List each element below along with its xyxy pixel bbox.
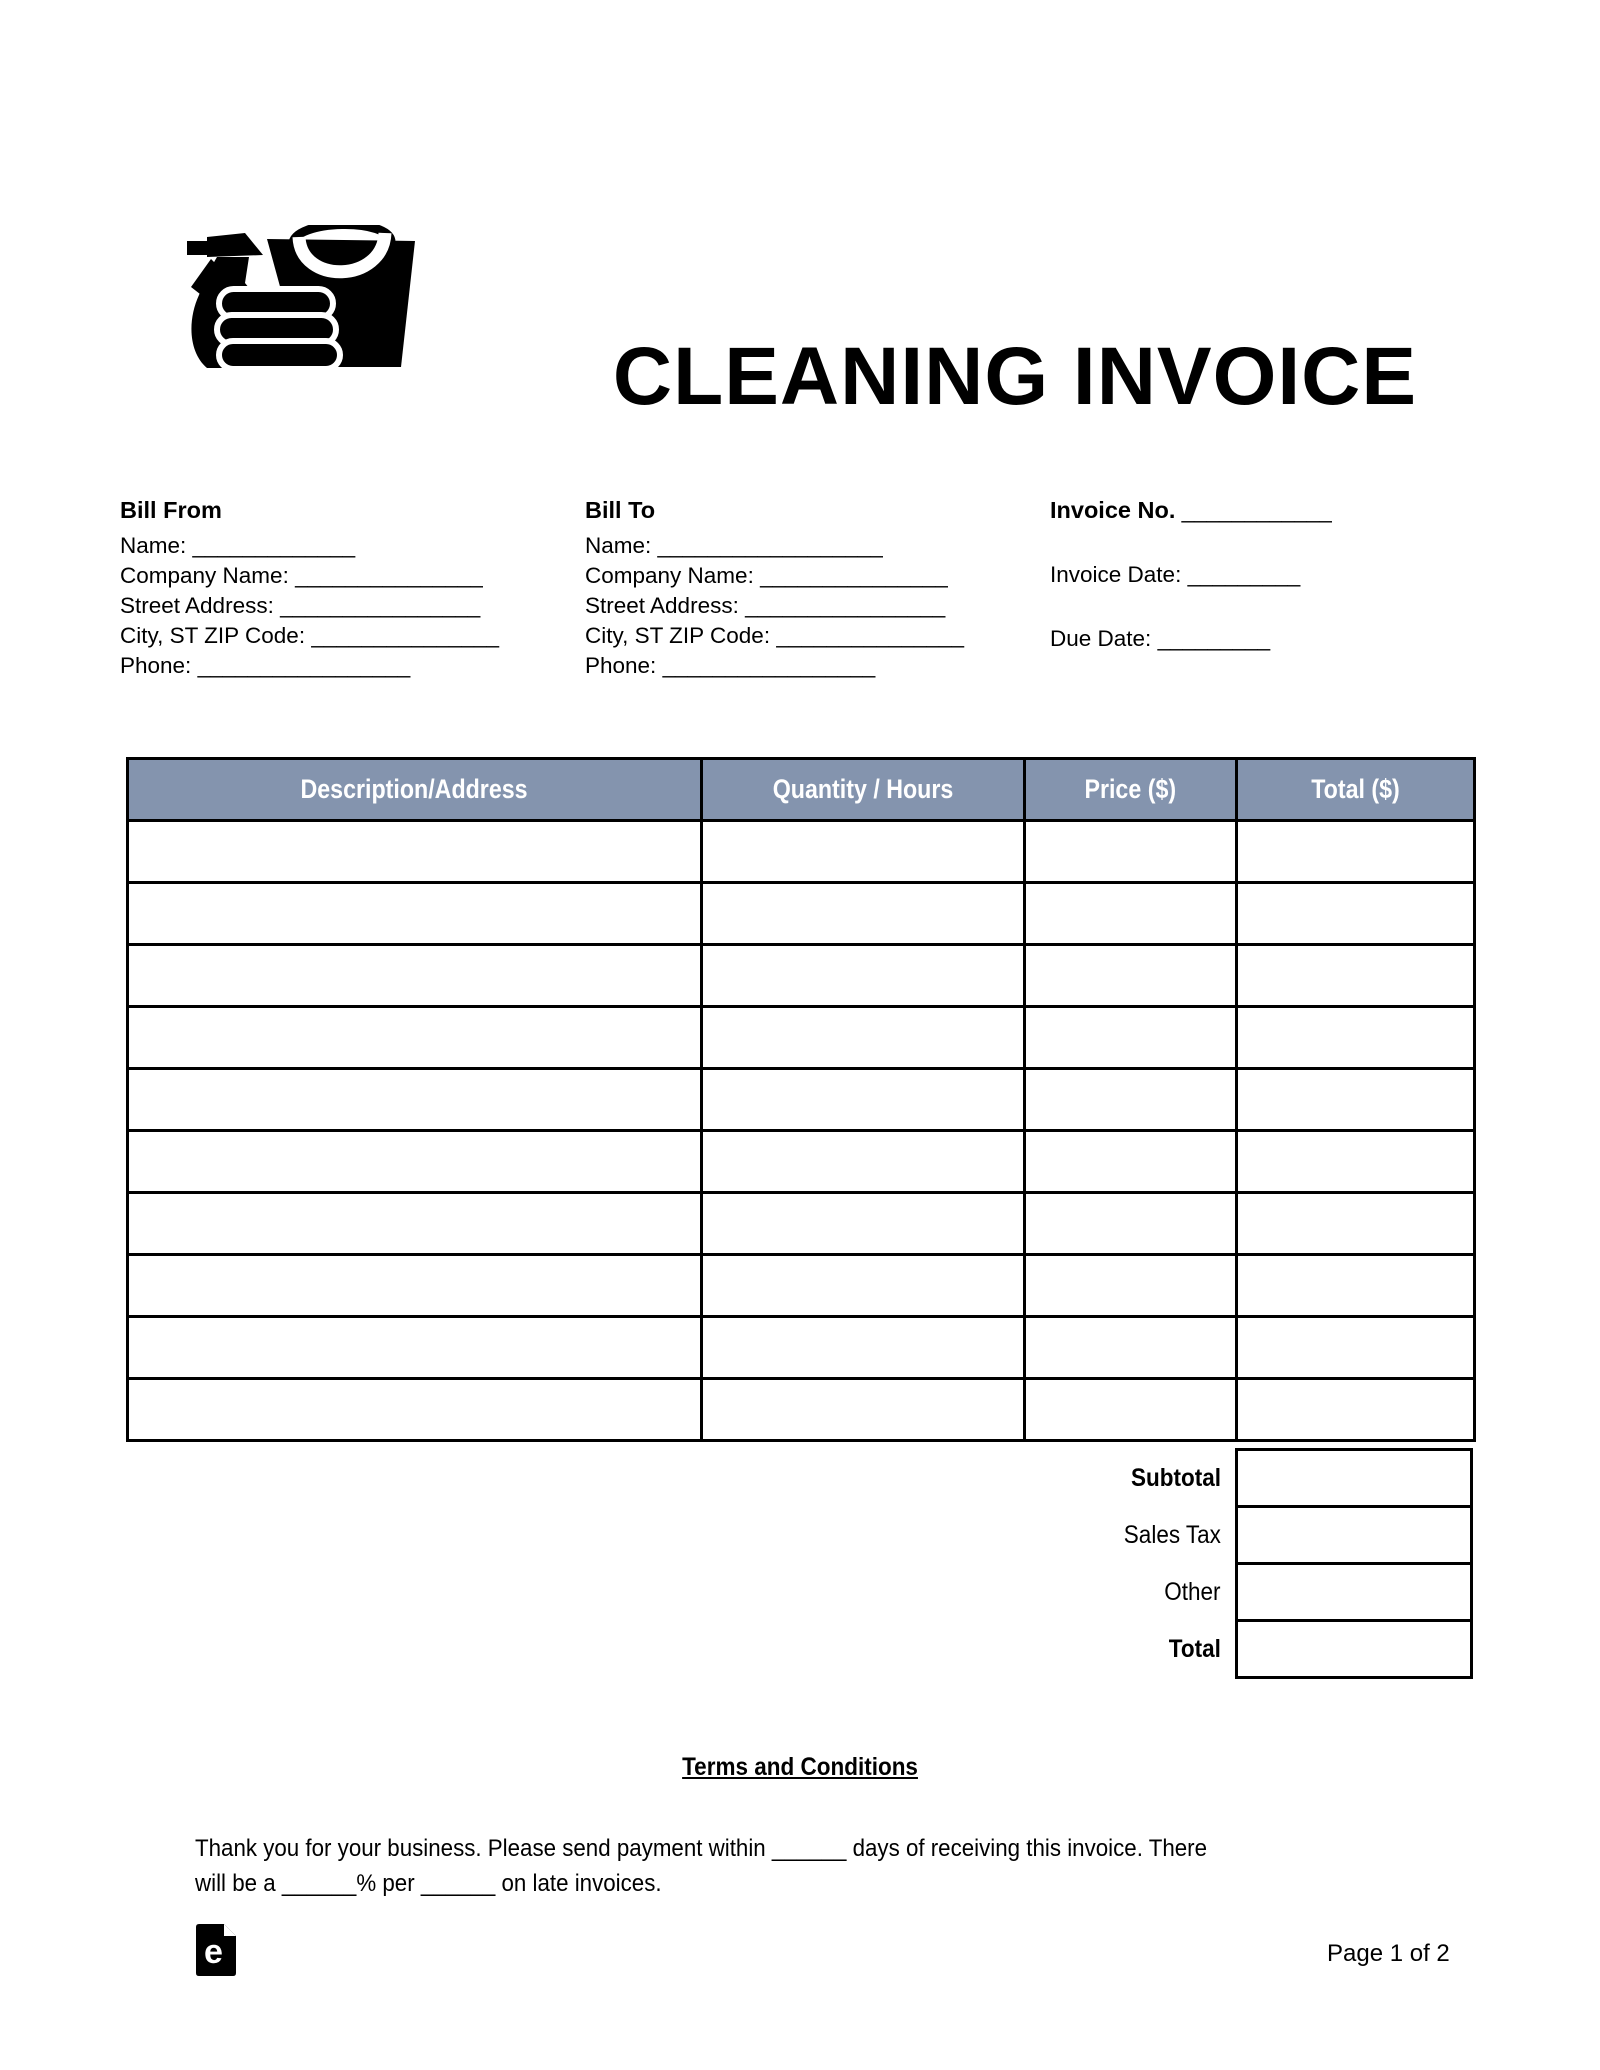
due-date-line [1050, 624, 1480, 654]
eforms-logo-icon [196, 1924, 236, 1976]
empty-cell [128, 821, 702, 883]
line-items-table [126, 757, 1476, 1442]
empty-cell [702, 883, 1025, 945]
due-date-blank: _________ [1157, 626, 1271, 651]
table-row [128, 1131, 1475, 1193]
sales-tax-row [700, 1505, 1473, 1565]
table-row [128, 1317, 1475, 1379]
empty-cell [128, 1317, 702, 1379]
empty-cell [702, 1069, 1025, 1131]
due-date-label: Due Date: [1050, 626, 1152, 651]
empty-cell [702, 1131, 1025, 1193]
empty-cell [1237, 1255, 1475, 1317]
invoice-number-blank: ____________ [1181, 498, 1332, 523]
subtotal-row [700, 1448, 1473, 1508]
empty-cell [1025, 945, 1237, 1007]
empty-cell [128, 1193, 702, 1255]
cleaning-supplies-logo-icon [187, 225, 417, 370]
table-row [128, 1379, 1475, 1441]
empty-cell [702, 1317, 1025, 1379]
empty-cell [1025, 821, 1237, 883]
empty-cell [128, 883, 702, 945]
terms-heading: Terms and Conditions [682, 1753, 918, 1781]
table-row [128, 1255, 1475, 1317]
bill-to-phone-line: Phone: _________________ [585, 653, 876, 678]
table-row [128, 945, 1475, 1007]
empty-cell [1025, 1193, 1237, 1255]
other-value-box [1235, 1562, 1473, 1622]
invoice-meta-section [1050, 495, 1480, 688]
column-header-total: Total ($) [1237, 759, 1475, 821]
empty-cell [128, 1255, 702, 1317]
total-value-box [1235, 1619, 1473, 1679]
empty-cell [128, 1379, 702, 1441]
empty-cell [128, 945, 702, 1007]
empty-cell [1025, 1131, 1237, 1193]
empty-cell [1025, 1007, 1237, 1069]
table-header-row [128, 759, 1475, 821]
invoice-number-label: Invoice No. [1050, 497, 1176, 523]
empty-cell [702, 1379, 1025, 1441]
empty-cell [1237, 945, 1475, 1007]
bill-from-name-line: Name: _____________ [120, 533, 356, 558]
empty-cell [1237, 1007, 1475, 1069]
empty-cell [702, 821, 1025, 883]
page-title: CLEANING INVOICE [612, 331, 1418, 422]
summary-section [700, 1448, 1473, 1679]
empty-cell [702, 1193, 1025, 1255]
subtotal-value-box [1235, 1448, 1473, 1508]
bill-to-city-line: City, ST ZIP Code: _______________ [585, 623, 965, 648]
bill-from-heading: Bill From [120, 497, 222, 523]
empty-cell [1025, 1255, 1237, 1317]
column-header-quantity: Quantity / Hours [702, 759, 1025, 821]
invoice-date-label: Invoice Date: [1050, 562, 1182, 587]
terms-line-1: Thank you for your business. Please send payment within ______ days of receiving this invoice. There [195, 1835, 1207, 1862]
empty-cell [1237, 1317, 1475, 1379]
bill-from-phone-line: Phone: _________________ [120, 653, 411, 678]
svg-text:e: e [204, 1933, 223, 1971]
subtotal-label: Subtotal [1131, 1463, 1221, 1492]
column-header-description: Description/Address [128, 759, 702, 821]
column-header-price: Price ($) [1025, 759, 1237, 821]
other-row [700, 1562, 1473, 1622]
empty-cell [1025, 1069, 1237, 1131]
table-row [128, 883, 1475, 945]
invoice-date-blank: _________ [1187, 562, 1301, 587]
empty-cell [1025, 1379, 1237, 1441]
empty-cell [128, 1007, 702, 1069]
bill-to-name-line: Name: __________________ [585, 533, 883, 558]
sales-tax-value-box [1235, 1505, 1473, 1565]
empty-cell [1237, 1131, 1475, 1193]
table-row [128, 1007, 1475, 1069]
empty-cell [128, 1131, 702, 1193]
terms-line-2: will be a ______% per ______ on late invoices. [195, 1870, 662, 1897]
table-row [128, 821, 1475, 883]
invoice-date-line [1050, 560, 1480, 590]
empty-cell [1025, 883, 1237, 945]
bill-from-street-line: Street Address: ________________ [120, 593, 481, 618]
bill-to-street-line: Street Address: ________________ [585, 593, 946, 618]
bill-from-city-line: City, ST ZIP Code: _______________ [120, 623, 500, 648]
table-row [128, 1069, 1475, 1131]
empty-cell [1025, 1317, 1237, 1379]
bill-from-section [120, 495, 570, 681]
sales-tax-label: Sales Tax [1123, 1520, 1221, 1549]
total-label: Total [1168, 1634, 1221, 1663]
bill-to-company-line: Company Name: _______________ [585, 563, 948, 588]
empty-cell [1237, 1379, 1475, 1441]
bill-from-company-line: Company Name: _______________ [120, 563, 483, 588]
line-items-tbody [128, 821, 1475, 1441]
empty-cell [1237, 1069, 1475, 1131]
empty-cell [702, 945, 1025, 1007]
empty-cell [128, 1069, 702, 1131]
other-label: Other [1164, 1577, 1221, 1606]
bill-to-heading: Bill To [585, 497, 656, 523]
empty-cell [1237, 821, 1475, 883]
table-row [128, 1193, 1475, 1255]
page-number: Page 1 of 2 [1327, 1940, 1450, 1967]
invoice-number-line [1050, 495, 1480, 526]
bill-to-section [585, 495, 1035, 681]
empty-cell [1237, 883, 1475, 945]
empty-cell [702, 1007, 1025, 1069]
terms-body [195, 1831, 1535, 1901]
empty-cell [1237, 1193, 1475, 1255]
total-row [700, 1619, 1473, 1679]
empty-cell [702, 1255, 1025, 1317]
